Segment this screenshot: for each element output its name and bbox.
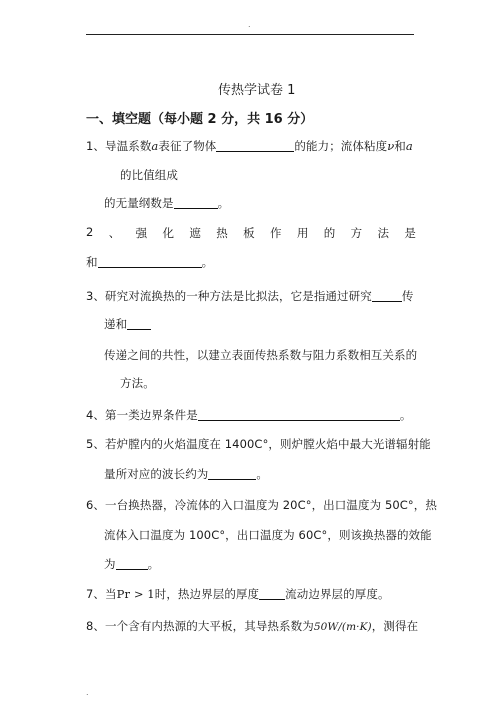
q2-char: 遮 — [189, 226, 201, 240]
question-3-line-3: 传递之间的共性，以建立表面传热系数与阻力系数相互关系的 — [104, 348, 418, 362]
q7-text-a: 7、当 — [86, 587, 117, 601]
question-2-line-2 — [86, 254, 213, 270]
q1-line3-text: 的无量纲数是 — [104, 196, 174, 210]
q2-char: 热 — [216, 226, 228, 240]
q1-text-c: 的能力；流体粘度 — [294, 139, 388, 153]
question-3-line-2 — [104, 316, 151, 332]
section-heading: 一、填空题（每小题 2 分，共 16 分） — [86, 112, 314, 127]
question-7-line-1 — [86, 586, 390, 602]
q2-char: 法 — [377, 226, 389, 240]
q5-line2-end: 。 — [256, 467, 269, 481]
question-4-line-1 — [86, 407, 411, 423]
q8-text-b: ，测得在 — [371, 619, 419, 633]
header-mark: . — [248, 20, 251, 29]
q2-char: 的 — [323, 226, 336, 240]
question-2-line-1 — [86, 225, 416, 241]
q6-line3-text: 为 — [104, 557, 116, 571]
question-8-line-1 — [86, 618, 418, 634]
question-3-line-1 — [86, 288, 413, 304]
question-1-line-3 — [104, 195, 229, 211]
q2-line2-text: 和 — [86, 255, 98, 269]
q5-line2-text: 量所对应的波长约为 — [104, 467, 209, 481]
q3-line2-text: 递和 — [104, 317, 128, 331]
q1-symbol-nu: ν — [387, 139, 395, 153]
q1-line3-end: 。 — [217, 196, 230, 210]
q1-symbol-a2: a — [405, 139, 413, 153]
q8-text-a: 8、一个含有内热源的大平板，其导热系数为 — [86, 619, 314, 633]
q2-char: 方 — [350, 226, 363, 240]
q2-char: 2 — [86, 225, 94, 239]
q2-line2-end: 。 — [201, 255, 214, 269]
question-3-line-4: 方法。 — [120, 376, 155, 390]
question-6-line-3 — [104, 556, 159, 572]
q7-text-b: 时，热边界层的厚度 — [154, 587, 260, 601]
question-6-line-2: 流体入口温度为 100C°，出口温度为 60C°，则该换热器的效能 — [104, 528, 432, 542]
question-1-line-2: 的比值组成 — [120, 168, 178, 182]
footer-mark: . — [86, 688, 89, 697]
q6-line3-end: 。 — [147, 557, 160, 571]
q1-blank-1[interactable] — [216, 139, 294, 152]
question-5-line-2 — [104, 466, 268, 482]
q1-text-b: 表征了物体 — [158, 139, 217, 153]
q8-math: 50W/(m·K) — [313, 621, 372, 633]
q2-char: 板 — [243, 226, 255, 240]
q4-blank[interactable] — [198, 408, 400, 421]
page-title: 传热学试卷 1 — [218, 83, 296, 98]
q3-blank-1[interactable] — [372, 289, 402, 302]
q2-char: 强 — [135, 226, 148, 240]
q1-text-a: 1、导温系数 — [86, 139, 152, 153]
header-rule — [86, 34, 414, 35]
q4-text: 4、第一类边界条件是 — [86, 408, 198, 422]
q2-char: 是 — [404, 226, 416, 240]
q7-blank[interactable] — [259, 587, 285, 600]
question-1-line-1 — [86, 138, 413, 154]
q3-line1-end: 传 — [401, 289, 414, 303]
q5-blank[interactable] — [208, 467, 256, 480]
q6-blank[interactable] — [116, 557, 148, 570]
q1-text-d: 和 — [394, 139, 406, 153]
q1-blank-2[interactable] — [174, 196, 218, 209]
q2-char: 化 — [162, 226, 174, 240]
question-6-line-1: 6、一台换热器，冷流体的入口温度为 20C°，出口温度为 50C°，热 — [86, 498, 437, 512]
q4-end: 。 — [399, 408, 412, 422]
q2-char: 、 — [108, 226, 121, 240]
q2-char: 用 — [296, 226, 309, 240]
q3-blank-2[interactable] — [127, 317, 151, 330]
q2-char: 作 — [269, 226, 282, 240]
q2-blank[interactable] — [98, 255, 202, 268]
q7-math: Pr > 1 — [116, 587, 155, 601]
q1-symbol-a: a — [151, 139, 159, 153]
question-5-line-1: 5、若炉膛内的火焰温度在 1400C°，则炉膛火焰中最大光谱辐射能 — [86, 437, 431, 451]
q3-line1-text: 3、研究对流换热的一种方法是比拟法，它是指通过研究 — [86, 289, 372, 303]
q7-text-c: 流动边界层的厚度。 — [285, 587, 390, 601]
